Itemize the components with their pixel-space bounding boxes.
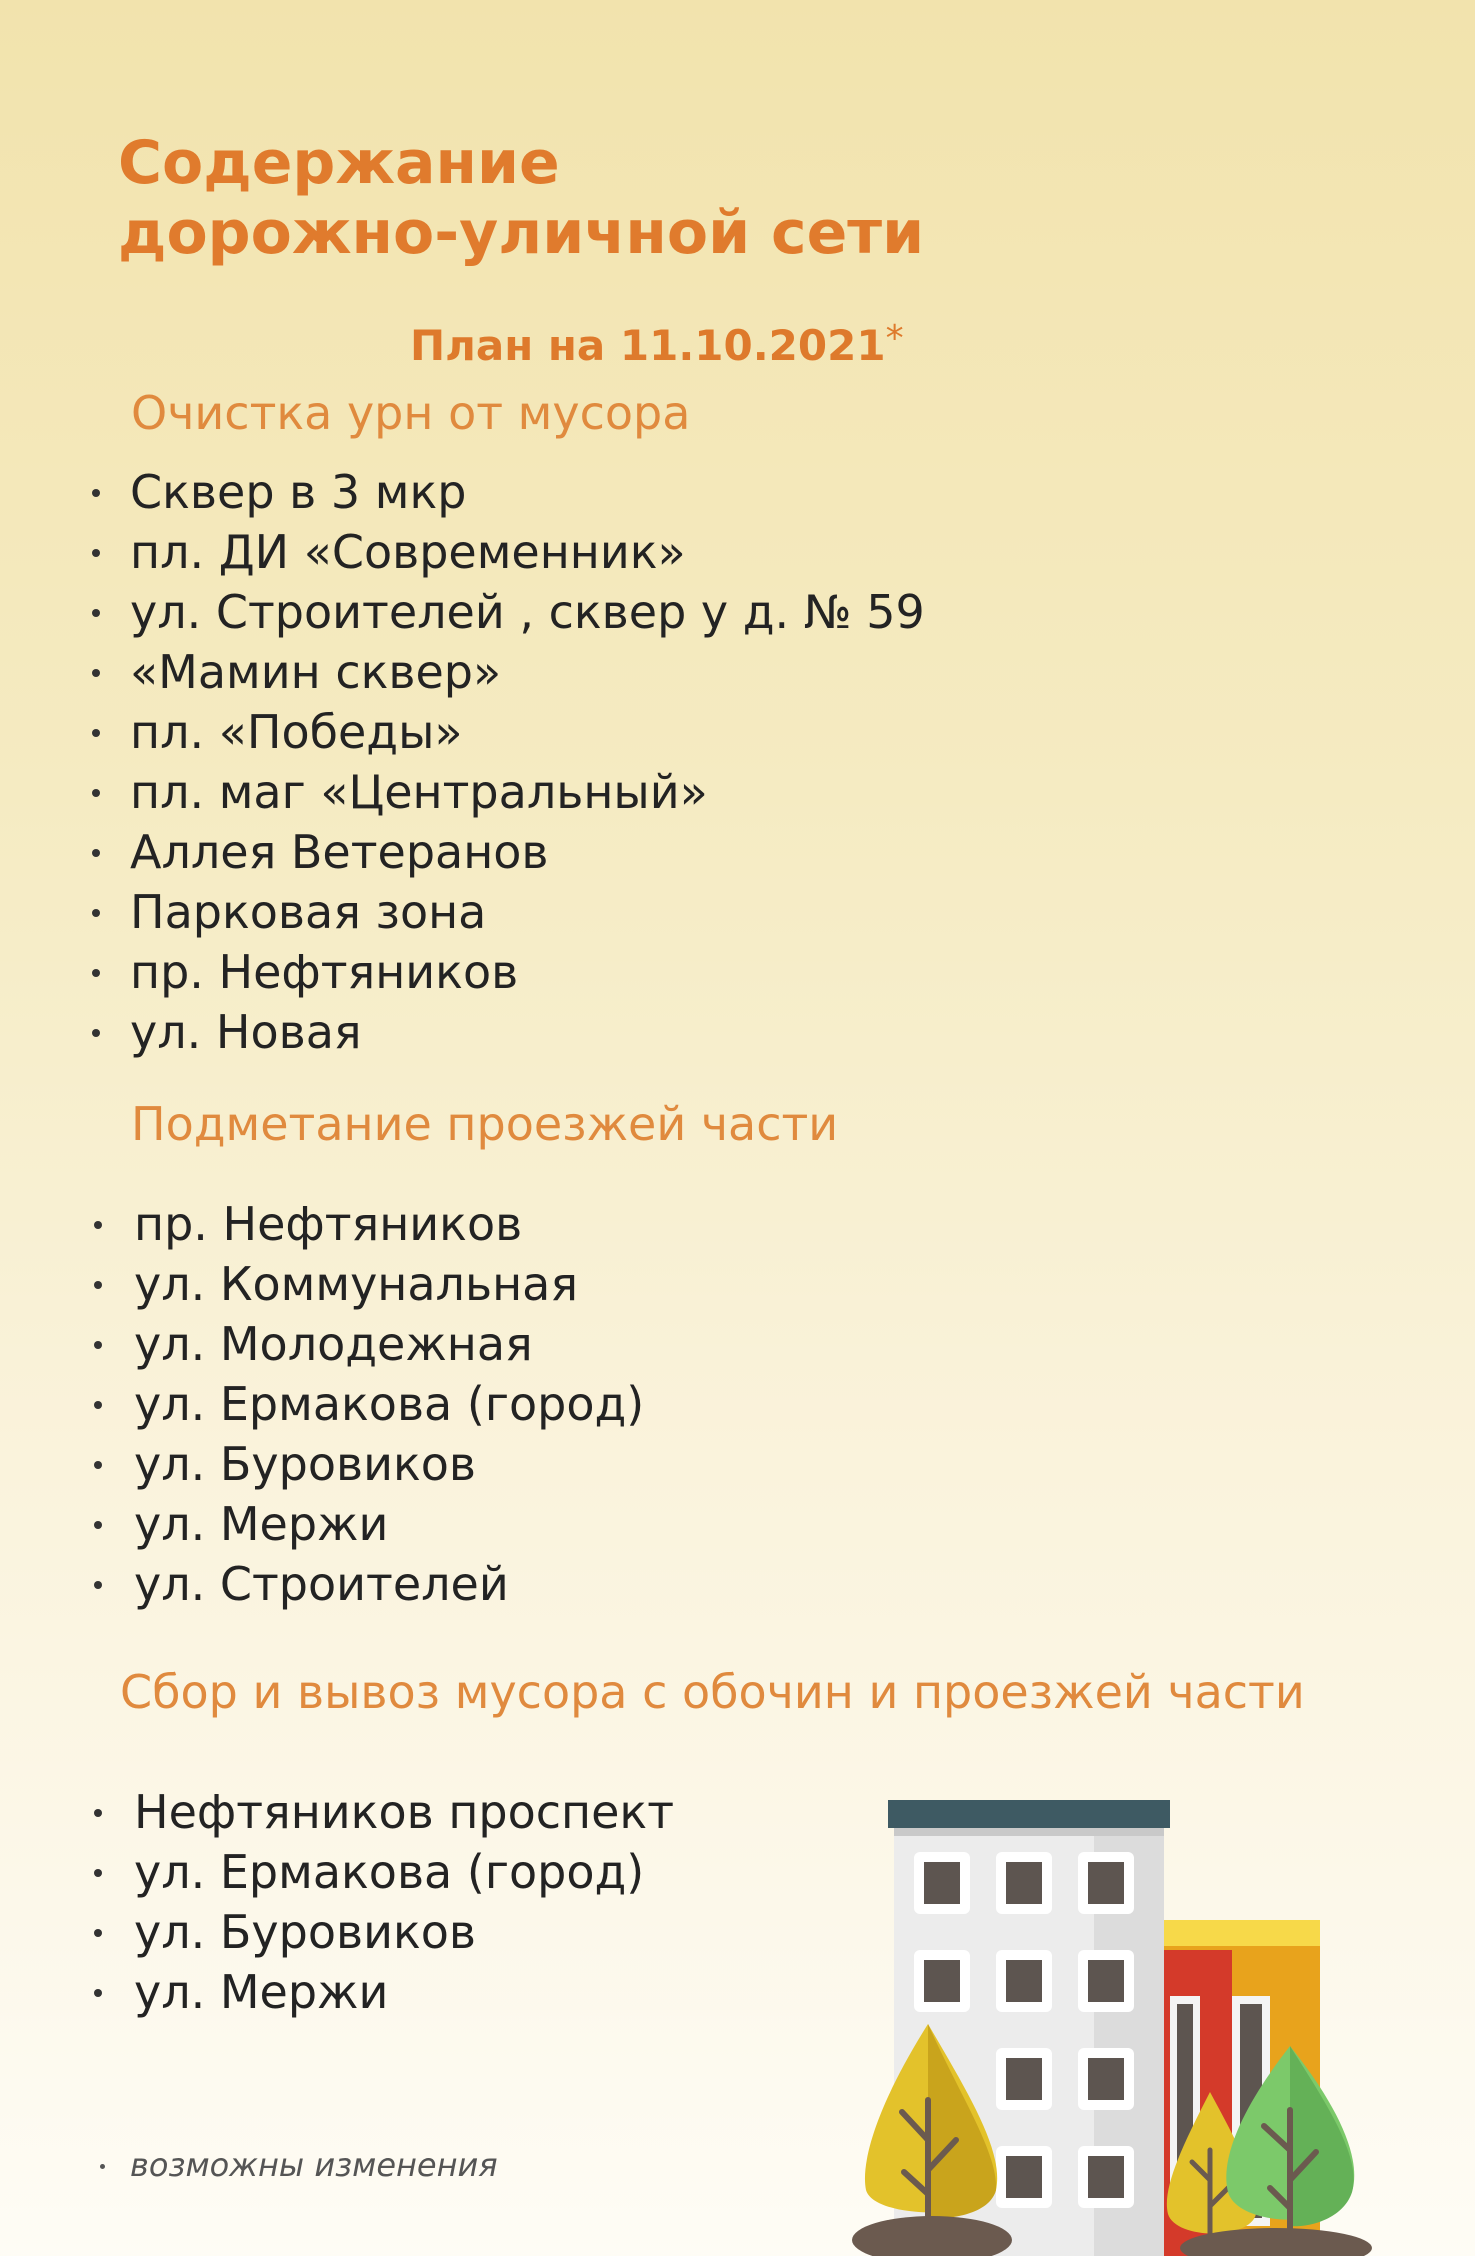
list-item: ул. Строителей , сквер у д. № 59	[130, 582, 925, 642]
bullet-icon	[94, 1341, 102, 1349]
bullet-icon	[94, 1521, 102, 1529]
bullet-icon	[92, 489, 100, 497]
list-item: Нефтяников проспект	[134, 1782, 674, 1842]
title-line-1: Содержание	[118, 128, 560, 198]
list-item: ул. Мержи	[134, 1494, 644, 1554]
bullet-icon	[92, 789, 100, 797]
bullet-icon	[92, 729, 100, 737]
list-item: ул. Ермакова (город)	[134, 1374, 644, 1434]
bullet-icon	[92, 1029, 100, 1037]
list-sweeping	[134, 1194, 644, 1614]
bullet-icon	[94, 1461, 102, 1469]
footnote: возможны изменения	[96, 2146, 498, 2184]
page-title	[118, 128, 924, 268]
list-item: ул. Строителей	[134, 1554, 644, 1614]
section-heading-roadside-litter: Сбор и вывоз мусора с обочин и проезжей части	[120, 1665, 1305, 1719]
bullet-icon	[94, 1401, 102, 1409]
bullet-icon	[100, 2164, 105, 2169]
bullet-icon	[92, 609, 100, 617]
list-item: Аллея Ветеранов	[130, 822, 925, 882]
list-item: Сквер в 3 мкр	[130, 462, 925, 522]
section-heading-bin-cleaning: Очистка урн от мусора	[131, 386, 691, 440]
bullet-icon	[92, 669, 100, 677]
bullet-icon	[94, 1869, 102, 1877]
list-item: пр. Нефтяников	[134, 1194, 644, 1254]
building-roof	[888, 1800, 1170, 1828]
bullet-icon	[94, 1581, 102, 1589]
bullet-icon	[92, 969, 100, 977]
bullet-icon	[94, 1221, 102, 1229]
list-item: пл. ДИ «Современник»	[130, 522, 925, 582]
list-item: пл. «Победы»	[130, 702, 925, 762]
list-item: ул. Молодежная	[134, 1314, 644, 1374]
bullet-icon	[92, 909, 100, 917]
plan-asterisk: *	[885, 318, 904, 359]
list-roadside-litter	[134, 1782, 674, 2022]
bullet-icon	[92, 549, 100, 557]
list-item: ул. Буровиков	[134, 1434, 644, 1494]
list-item: ул. Мержи	[134, 1962, 674, 2022]
apartment-building-with-trees-icon	[840, 1800, 1380, 2256]
list-bin-cleaning	[130, 462, 925, 1062]
plan-date	[410, 318, 904, 370]
bullet-icon	[92, 849, 100, 857]
bullet-icon	[94, 1281, 102, 1289]
bullet-icon	[94, 1989, 102, 1997]
list-item: ул. Коммунальная	[134, 1254, 644, 1314]
list-item: «Мамин сквер»	[130, 642, 925, 702]
list-item: пл. маг «Центральный»	[130, 762, 925, 822]
title-line-2: дорожно-уличной сети	[118, 198, 925, 268]
section-heading-sweeping: Подметание проезжей части	[131, 1097, 839, 1151]
list-item: Парковая зона	[130, 882, 925, 942]
bullet-icon	[94, 1929, 102, 1937]
list-item: ул. Буровиков	[134, 1902, 674, 1962]
bullet-icon	[94, 1809, 102, 1817]
list-item: пр. Нефтяников	[130, 942, 925, 1002]
list-item: ул. Новая	[130, 1002, 925, 1062]
plan-date-label: План на 11.10.2021	[410, 321, 886, 370]
list-item: ул. Ермакова (город)	[134, 1842, 674, 1902]
